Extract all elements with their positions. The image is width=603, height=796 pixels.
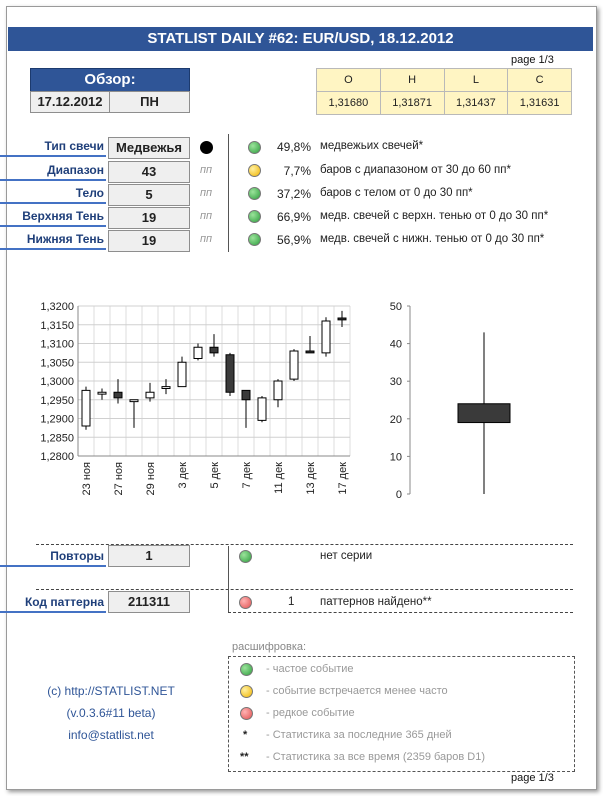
x-tick-label: 27 ноя <box>113 462 125 496</box>
stat-unit-upper-shadow: пп <box>200 210 213 222</box>
stat-value-range: 43 <box>108 161 190 183</box>
desc-range: баров с диапазоном от 30 до 60 пп* <box>320 164 511 176</box>
repeats-status-dot <box>239 550 252 563</box>
x-tick-label: 29 ноя <box>145 462 157 496</box>
legend-yellow-dot <box>240 685 253 698</box>
y-tick-label: 1,3150 <box>40 319 74 332</box>
x-tick-label: 23 ноя <box>81 462 93 496</box>
legend-title: расшифровка: <box>232 641 307 653</box>
overview-title: Обзор: <box>30 68 190 92</box>
candle-bullish <box>274 381 282 400</box>
x-tick-label: 17 дек <box>337 462 349 495</box>
y-tick-label: 10 <box>389 451 402 464</box>
ohlc-value-open: 1,31680 <box>317 92 381 115</box>
repeats-value: 1 <box>108 545 190 567</box>
candle-bullish <box>146 392 154 398</box>
stats-divider <box>228 134 229 252</box>
y-tick-label: 1,3000 <box>40 376 74 388</box>
legend-text-365: - Статистика за последние 365 дней <box>266 729 452 741</box>
ohlc-value-low: 1,31437 <box>444 92 508 115</box>
pattern-count: 1 <box>288 596 295 608</box>
x-tick-label: 7 дек <box>241 462 253 489</box>
pattern-desc: паттернов найдено** <box>320 596 432 608</box>
stat-unit-lower-shadow: пп <box>200 233 213 245</box>
candle-bullish <box>82 390 90 426</box>
candle-bearish <box>458 404 510 423</box>
candle-bearish <box>226 355 234 393</box>
desc-upper-shadow: медв. свечей с верхн. тенью от 0 до 30 пп* <box>320 210 549 222</box>
legend-text-rare: - редкое событие <box>266 707 355 719</box>
candle-bullish <box>178 362 186 386</box>
candle-bearish <box>338 318 346 320</box>
y-tick-label: 1,3200 <box>40 301 74 313</box>
legend-text-frequent: - частое событие <box>266 663 354 675</box>
legend-red-dot <box>240 707 253 720</box>
page-number-bottom: page 1/3 <box>511 772 554 784</box>
pattern-label: Код паттерна <box>0 593 106 613</box>
divider-middle <box>36 589 573 590</box>
y-tick-label: 30 <box>389 376 402 389</box>
pct-body: 37,2% <box>276 187 311 201</box>
price-candlestick-chart <box>20 296 370 516</box>
ohlc-label-open: O <box>317 69 381 92</box>
legend-text-all-time: - Статистика за все время (2359 баров D1) <box>266 751 486 763</box>
footer-site-link[interactable]: (c) http://STATLIST.NET <box>47 684 175 698</box>
ohlc-table <box>316 68 572 115</box>
repeats-desc: нет серии <box>320 550 373 562</box>
pattern-value: 211311 <box>108 591 190 613</box>
y-tick-label: 1,3050 <box>40 357 74 370</box>
ohlc-label-high: H <box>380 69 444 92</box>
stat-value-body: 5 <box>108 184 190 206</box>
legend-green-dot <box>240 663 253 676</box>
legend-text-less-frequent: - событие встречается менее часто <box>266 685 448 697</box>
x-tick-label: 5 дек <box>209 462 221 489</box>
candle-bearish <box>114 392 122 398</box>
footer-version: (v.0.3.6#11 beta) <box>66 706 156 720</box>
ohlc-value-close: 1,31631 <box>508 92 572 115</box>
legend-symbol-double-star: ** <box>240 751 249 763</box>
pattern-status-dot <box>239 596 252 609</box>
desc-body: баров с телом от 0 до 30 пп* <box>320 187 473 199</box>
x-tick-label: 3 дек <box>177 462 189 489</box>
stat-label-lower-shadow: Нижняя Тень <box>0 230 106 250</box>
ohlc-values-row <box>317 92 572 115</box>
pct-range: 7,7% <box>283 164 311 178</box>
candle-bearish <box>306 351 314 353</box>
stat-unit-range: пп <box>200 164 213 176</box>
candle-bullish <box>322 321 330 353</box>
stat-label-range: Диапазон <box>0 161 106 181</box>
candle-bullish <box>162 387 170 389</box>
y-tick-label: 40 <box>389 338 402 351</box>
ohlc-label-low: L <box>444 69 508 92</box>
report-title: STATLIST DAILY #62: EUR/USD, 18.12.2012 <box>8 27 593 51</box>
desc-lower-shadow: медв. свечей с нижн. тенью от 0 до 30 пп* <box>320 233 545 245</box>
current-candle-chart <box>380 296 560 506</box>
ohlc-value-high: 1,31871 <box>380 92 444 115</box>
pct-candle-type: 49,8% <box>276 140 311 154</box>
y-tick-label: 1,3100 <box>40 338 74 351</box>
y-tick-label: 1,2850 <box>40 432 74 445</box>
stat-value-upper-shadow: 19 <box>108 207 190 229</box>
ohlc-labels-row <box>317 69 572 92</box>
y-tick-label: 1,2900 <box>40 413 74 426</box>
ohlc-label-close: C <box>508 69 572 92</box>
section-divider <box>228 546 229 612</box>
y-tick-label: 1,2950 <box>40 394 74 407</box>
stat-label-candle-type: Тип свечи <box>0 137 106 157</box>
stat-label-body: Тело <box>0 184 106 204</box>
legend-symbol-star: * <box>243 729 248 741</box>
desc-candle-type: медвежьих свечей* <box>320 140 424 152</box>
stat-unit-body: пп <box>200 187 213 199</box>
candle-bearish <box>210 347 218 353</box>
footer-email-link[interactable]: info@statlist.net <box>68 728 154 742</box>
candle-bullish <box>130 400 138 402</box>
candle-type-indicator-dot <box>200 141 213 154</box>
y-tick-label: 0 <box>395 489 402 501</box>
stat-label-upper-shadow: Верхняя Тень <box>0 207 106 227</box>
pct-upper-shadow: 66,9% <box>276 210 311 224</box>
candle-bullish <box>194 347 202 358</box>
pct-lower-shadow: 56,9% <box>276 233 311 247</box>
candle-bullish <box>258 398 266 421</box>
stat-value-candle-type: Медвежья <box>108 137 190 159</box>
x-tick-label: 11 дек <box>273 462 285 494</box>
page-number-top: page 1/3 <box>511 54 554 66</box>
divider-bottom <box>228 612 573 613</box>
stat-value-lower-shadow: 19 <box>108 230 190 252</box>
x-tick-label: 13 дек <box>305 462 317 495</box>
repeats-label: Повторы <box>0 547 106 567</box>
candle-bearish <box>242 390 250 399</box>
candle-bullish <box>290 351 298 379</box>
overview-date: 17.12.2012 <box>30 91 110 113</box>
candle-bullish <box>98 392 106 394</box>
y-tick-label: 20 <box>389 413 402 426</box>
y-tick-label: 50 <box>389 301 402 313</box>
y-tick-label: 1,2800 <box>40 451 74 463</box>
overview-day: ПН <box>109 91 190 113</box>
